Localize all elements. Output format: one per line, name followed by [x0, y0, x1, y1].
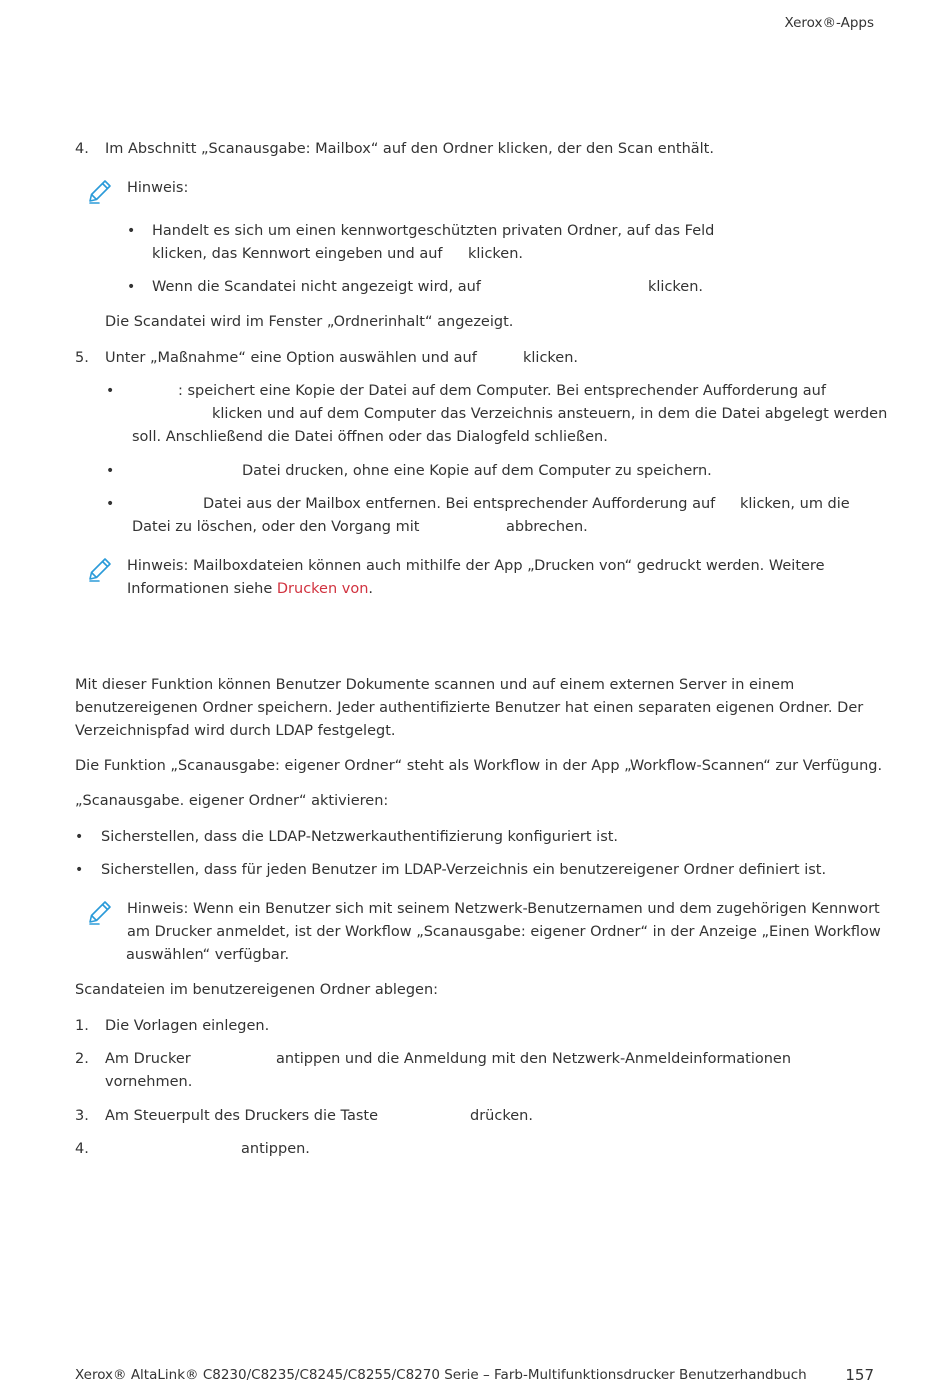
step-number: 4.	[75, 1141, 89, 1157]
step-text: Im Abschnitt „Scanausgabe: Mailbox“ auf den Ordner klicken, der den Scan enthält.	[105, 141, 714, 157]
paragraph: Verzeichnispfad wird durch LDAP festgelegt.	[75, 723, 396, 739]
bullet-text: klicken.	[468, 246, 524, 262]
bullet-text: Datei drucken, ohne eine Kopie auf dem Computer zu speichern.	[242, 463, 712, 479]
note-text: auswählen“ verfügbar.	[126, 947, 290, 963]
paragraph: Die Scandatei wird im Fenster „Ordnerinhalt“ angezeigt.	[105, 314, 514, 330]
paragraph: Scandateien im benutzereigenen Ordner ablegen:	[75, 982, 439, 998]
step-text: Am Steuerpult des Druckers die Taste	[105, 1108, 379, 1124]
bullet-marker: •	[106, 383, 115, 399]
paragraph: Mit dieser Funktion können Benutzer Dokumente scannen und auf einem externen Server in einem	[75, 677, 795, 693]
paragraph: Die Funktion „Scanausgabe: eigener Ordner“ steht als Workflow in der App „Workflow-Scannen“ zur Verfügung.	[75, 758, 883, 774]
bullet-marker: •	[106, 496, 115, 512]
step-text: klicken.	[523, 350, 579, 366]
step-text: Am Drucker	[105, 1051, 191, 1067]
bullet-text: Handelt es sich um einen kennwortgeschützten privaten Ordner, auf das Feld	[152, 223, 715, 239]
note-text: Hinweis: Wenn ein Benutzer sich mit seinem Netzwerk-Benutzernamen und dem zugehörigen Kennwort	[127, 901, 880, 917]
bullet-marker: •	[106, 463, 115, 479]
step-text: antippen und die Anmeldung mit den Netzwerk-Anmeldeinformationen	[276, 1051, 792, 1067]
pencil-note-icon	[86, 177, 114, 205]
bullet-text: soll. Anschließend die Datei öffnen oder das Dialogfeld schließen.	[132, 429, 608, 445]
bullet-text: klicken, das Kennwort eingeben und auf	[152, 246, 443, 262]
bullet-marker: •	[127, 223, 136, 239]
footer-title: Xerox® AltaLink® C8230/C8235/C8245/C8255/C8270 Serie – Farb-Multifunktionsdrucker Benutzerhandbuch	[75, 1367, 807, 1383]
step-number: 4.	[75, 141, 89, 157]
note-text: am Drucker anmeldet, ist der Workflow „Scanausgabe: eigener Ordner“ in der Anzeige „Einen Workflow	[127, 924, 881, 940]
step-text: drücken.	[470, 1108, 533, 1124]
note-label: Hinweis:	[127, 180, 189, 196]
step-text: Unter „Maßnahme“ eine Option auswählen und auf	[105, 350, 477, 366]
note-text-suffix: .	[368, 581, 374, 597]
step-text: Die Vorlagen einlegen.	[105, 1018, 270, 1034]
bullet-text: klicken, um die	[740, 496, 850, 512]
bullet-text: abbrechen.	[506, 519, 588, 535]
step-number: 3.	[75, 1108, 89, 1124]
step-number: 1.	[75, 1018, 89, 1034]
bullet-text: Sicherstellen, dass die LDAP-Netzwerkauthentifizierung konfiguriert ist.	[101, 829, 619, 845]
bullet-text: Sicherstellen, dass für jeden Benutzer im LDAP-Verzeichnis ein benutzereigener Ordner definiert ist.	[101, 862, 827, 878]
step-text: vornehmen.	[105, 1074, 193, 1090]
page-number: 157	[845, 1366, 874, 1384]
step-number: 5.	[75, 350, 89, 366]
pencil-note-icon	[86, 555, 114, 583]
bullet-text: klicken.	[648, 279, 704, 295]
bullet-text: Datei aus der Mailbox entfernen. Bei entsprechender Aufforderung auf	[203, 496, 716, 512]
bullet-text: Wenn die Scandatei nicht angezeigt wird, auf	[152, 279, 481, 295]
bullet-marker: •	[127, 279, 136, 295]
bullet-marker: •	[75, 862, 84, 878]
paragraph: „Scanausgabe. eigener Ordner“ aktivieren:	[75, 793, 389, 809]
bullet-text: : speichert eine Kopie der Datei auf dem Computer. Bei entsprechender Aufforderung auf	[178, 383, 826, 399]
note-text: Hinweis: Mailboxdateien können auch mithilfe der App „Drucken von“ gedruckt werden. Weitere	[127, 558, 825, 574]
running-header: Xerox®-Apps	[784, 15, 874, 31]
pencil-note-icon	[86, 898, 114, 926]
step-number: 2.	[75, 1051, 89, 1067]
bullet-marker: •	[75, 829, 84, 845]
bullet-text: Datei zu löschen, oder den Vorgang mit	[132, 519, 420, 535]
note-text	[127, 578, 373, 601]
drucken-von-link[interactable]: Drucken von	[276, 581, 369, 597]
bullet-text: klicken und auf dem Computer das Verzeichnis ansteuern, in dem die Datei abgelegt werden	[212, 406, 888, 422]
paragraph: benutzereigenen Ordner speichern. Jeder authentifizierte Benutzer hat einen separaten eigenen Ordner. Der	[75, 700, 864, 716]
note-text-prefix: Informationen siehe	[127, 581, 277, 597]
step-text: antippen.	[241, 1141, 310, 1157]
